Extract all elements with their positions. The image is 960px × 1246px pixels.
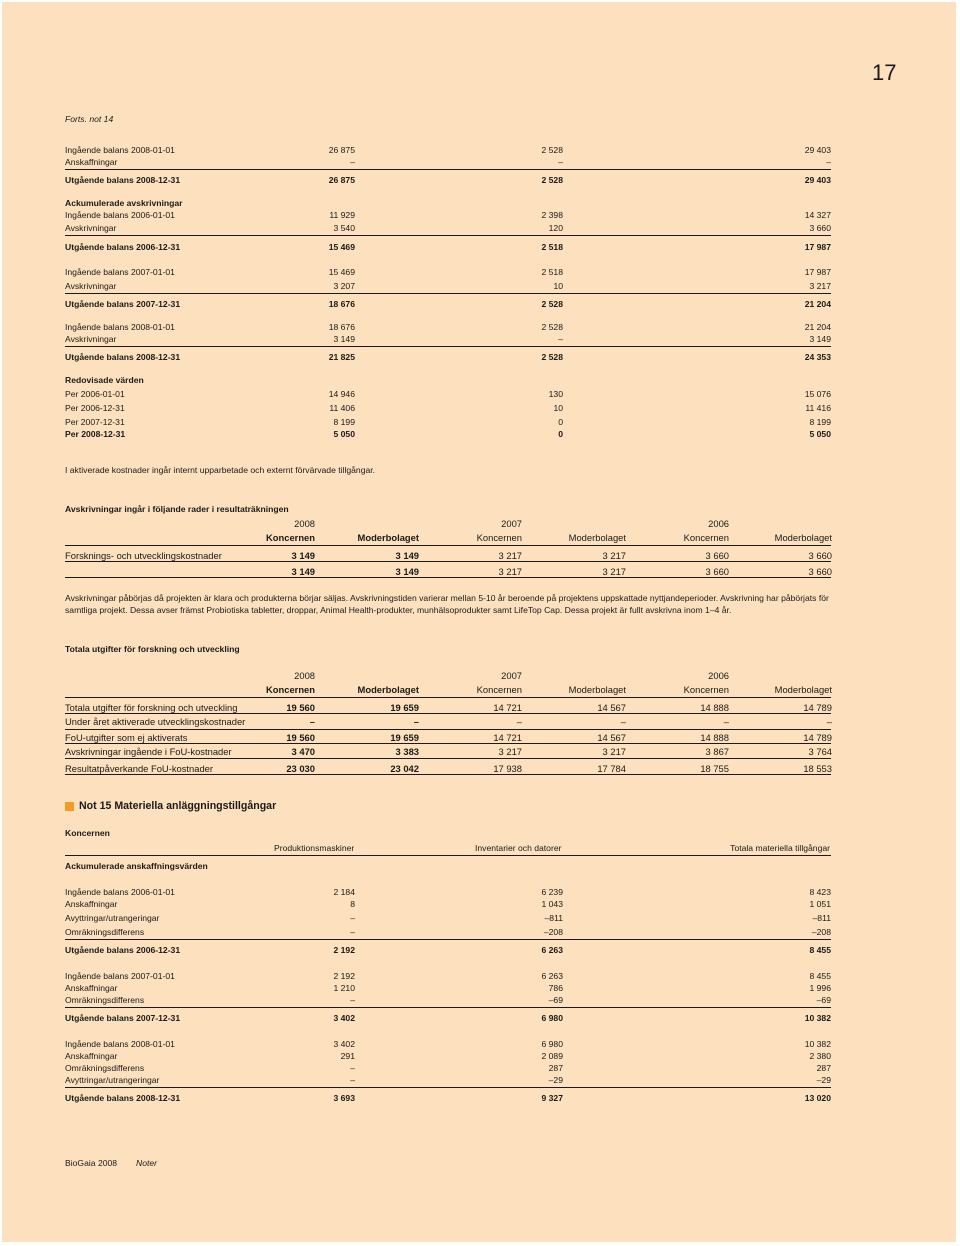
note15-header-rule <box>65 855 831 856</box>
note15-cell: –208 <box>543 927 563 937</box>
rnd-cell: 3 217 <box>498 746 522 757</box>
note14-cell: 0 <box>558 429 563 439</box>
note15-row-label: Utgående balans 2008-12-31 <box>65 1093 181 1103</box>
note15-cell: 287 <box>548 1063 563 1073</box>
note14-cell: 3 207 <box>333 281 355 291</box>
note14-cell: 2 528 <box>541 352 563 362</box>
rnd-row-label: Resultatpåverkande FoU-kostnader <box>65 763 213 774</box>
depreciation-year-0: 2008 <box>294 518 315 529</box>
depreciation-cell: 3 217 <box>498 550 522 561</box>
note14-cell: 26 875 <box>328 175 355 185</box>
note15-cell: 2 184 <box>333 887 355 897</box>
note14-row-label: Ingående balans 2008-01-01 <box>65 145 175 155</box>
note15-cell: –29 <box>548 1075 563 1085</box>
rnd-year-1: 2007 <box>501 670 522 681</box>
rnd-row-rule <box>65 758 831 759</box>
note15-cell: 10 382 <box>804 1013 831 1023</box>
note15-cell: 1 996 <box>809 983 831 993</box>
note15-cell: 1 051 <box>809 899 831 909</box>
note14-total-rule <box>65 293 831 294</box>
continued-label: Forts. not 14 <box>65 114 114 124</box>
rnd-header-rule <box>65 697 831 698</box>
note14-cell: 26 875 <box>328 145 355 155</box>
note15-row-label: Utgående balans 2006-12-31 <box>65 945 181 955</box>
rnd-cell: 14 721 <box>493 702 522 713</box>
note14-cell: 3 540 <box>333 223 355 233</box>
note14-row-label: Ingående balans 2006-01-01 <box>65 210 175 220</box>
note15-total-rule <box>65 1007 831 1008</box>
rnd-row-label: FoU-utgifter som ej aktiverats <box>65 732 188 743</box>
depreciation-cell: 3 660 <box>808 550 832 561</box>
note14-cell: 17 987 <box>804 267 831 277</box>
note15-cell: 291 <box>340 1051 355 1061</box>
note15-cell: 10 382 <box>804 1039 831 1049</box>
note15-cell: 3 402 <box>333 1013 355 1023</box>
note14-cell: 3 149 <box>333 334 355 344</box>
note15-cell: 2 089 <box>541 1051 563 1061</box>
rnd-cell: 14 888 <box>700 702 729 713</box>
note15-cell: –29 <box>816 1075 831 1085</box>
rnd-row-rule <box>65 729 831 730</box>
note15-cell: – <box>350 995 355 1005</box>
note14-row-label: Utgående balans 2008-12-31 <box>65 175 181 185</box>
rnd-cell: 19 560 <box>286 702 315 713</box>
note15-cell: 6 980 <box>541 1013 563 1023</box>
note14-row-label: Per 2008-12-31 <box>65 429 126 439</box>
rnd-cell: 3 217 <box>602 746 626 757</box>
note14-cell: 2 528 <box>541 145 563 155</box>
note15-row-label: Anskaffningar <box>65 899 118 909</box>
rnd-row-label: Avskrivningar ingående i FoU-kostnader <box>65 746 232 757</box>
note14-row-label: Avskrivningar <box>65 281 117 291</box>
note14-cell: 21 825 <box>328 352 355 362</box>
rnd-cell: 19 560 <box>286 732 315 743</box>
depreciation-cell: 3 149 <box>395 566 419 577</box>
note15-subheading: Ackumulerade anskaffningsvärden <box>65 861 208 871</box>
rnd-cell: 19 659 <box>390 702 419 713</box>
depreciation-cell: 3 660 <box>808 566 832 577</box>
note15-cell: 2 380 <box>809 1051 831 1061</box>
note15-row-label: Ingående balans 2006-01-01 <box>65 887 175 897</box>
note14-cell: 8 199 <box>333 417 355 427</box>
rnd-cell: 17 784 <box>597 763 626 774</box>
note14-cell: 10 <box>553 403 563 413</box>
note14-cell: 3 660 <box>809 223 831 233</box>
rnd-cell: – <box>723 716 729 727</box>
rnd-group-header: Moderbolaget <box>568 684 626 695</box>
note15-cell: 9 327 <box>541 1093 563 1103</box>
rnd-group-header: Koncernen <box>683 684 729 695</box>
rnd-cell: 14 888 <box>700 732 729 743</box>
note14-cell: 17 987 <box>804 242 831 252</box>
note14-cell: 5 050 <box>809 429 831 439</box>
note14-cell: 11 929 <box>329 210 355 220</box>
depreciation-cell: 3 149 <box>395 550 419 561</box>
depreciation-group-header: Moderbolaget <box>774 532 832 543</box>
rnd-cell: 17 938 <box>493 763 522 774</box>
depreciation-group-header: Koncernen <box>266 532 315 543</box>
note14-total-rule <box>65 235 831 236</box>
note14-cell: 14 327 <box>804 210 831 220</box>
depreciation-header-rule <box>65 545 831 546</box>
note14-row-label: Utgående balans 2006-12-31 <box>65 242 181 252</box>
note15-cell: –208 <box>811 927 831 937</box>
depreciation-cell: 3 149 <box>291 566 315 577</box>
note15-row-label: Avyttringar/utrangeringar <box>65 1075 160 1085</box>
note15-group: Koncernen <box>65 828 110 838</box>
note14-cell: 24 353 <box>804 352 831 362</box>
note15-cell: –811 <box>544 913 563 923</box>
note14-row-label: Avskrivningar <box>65 223 117 233</box>
note14-row-label: Anskaffningar <box>65 157 118 167</box>
note15-row-label: Ingående balans 2008-01-01 <box>65 1039 175 1049</box>
depreciation-cell: 3 660 <box>705 550 729 561</box>
rnd-cell: 19 659 <box>390 732 419 743</box>
rnd-cell: 14 721 <box>493 732 522 743</box>
note15-cell: 2 192 <box>333 945 355 955</box>
report-page <box>2 2 956 1242</box>
note14-cell: 130 <box>548 389 563 399</box>
rnd-group-header: Koncernen <box>266 684 315 695</box>
note15-cell: – <box>350 913 355 923</box>
note14-cell: 2 528 <box>541 322 563 332</box>
note14-cell: 0 <box>558 417 563 427</box>
rnd-cell: 23 030 <box>286 763 315 774</box>
note14-row-label: Redovisade värden <box>65 375 144 385</box>
note15-cell: 6 239 <box>541 887 563 897</box>
depreciation-cell: 3 217 <box>602 550 626 561</box>
note15-total-rule <box>65 1087 831 1088</box>
rnd-cell: – <box>309 716 315 727</box>
note14-row-label: Per 2007-12-31 <box>65 417 125 427</box>
note15-cell: –811 <box>812 913 831 923</box>
note14-cell: 2 528 <box>541 175 563 185</box>
rnd-row-rule <box>65 713 831 714</box>
note14-cell: 11 416 <box>805 403 831 413</box>
note14-cell: 11 406 <box>329 403 355 413</box>
note14-row-label: Ingående balans 2007-01-01 <box>65 267 175 277</box>
note15-cell: 1 210 <box>333 983 355 993</box>
note15-col-3: Totala materiella tillgångar <box>730 843 830 853</box>
rnd-cell: – <box>413 716 419 727</box>
note15-cell: 2 192 <box>333 971 355 981</box>
rnd-row-label: Totala utgifter för forskning och utveckling <box>65 702 238 713</box>
note15-cell: –69 <box>816 995 831 1005</box>
note15-row-label: Utgående balans 2007-12-31 <box>65 1013 181 1023</box>
note14-cell: 3 149 <box>809 334 831 344</box>
note15-total-rule <box>65 939 831 940</box>
note14-cell: – <box>558 334 563 344</box>
depreciation-row-label: Forsknings- och utvecklingskostnader <box>65 550 222 561</box>
rnd-cell: 18 755 <box>700 763 729 774</box>
note15-cell: 8 423 <box>809 887 831 897</box>
note14-cell: – <box>558 157 563 167</box>
note15-cell: – <box>350 1063 355 1073</box>
note15-bullet-icon <box>65 802 74 811</box>
note14-row-label: Avskrivningar <box>65 334 117 344</box>
note15-cell: 786 <box>548 983 563 993</box>
rnd-cell: 18 553 <box>803 763 832 774</box>
depreciation-row-rule <box>65 577 831 578</box>
depreciation-cell: 3 217 <box>498 566 522 577</box>
note14-cell: 18 676 <box>328 299 355 309</box>
note14-row-label: Utgående balans 2008-12-31 <box>65 352 181 362</box>
rnd-cell: – <box>620 716 626 727</box>
depreciation-cell: 3 149 <box>291 550 315 561</box>
rnd-cell: 3 383 <box>395 746 419 757</box>
depreciation-group-header: Moderbolaget <box>357 532 419 543</box>
rnd-heading: Totala utgifter för forskning och utveckling <box>65 644 240 654</box>
note15-row-label: Avyttringar/utrangeringar <box>65 913 160 923</box>
depreciation-cell: 3 217 <box>602 566 626 577</box>
note14-cell: 2 398 <box>541 210 563 220</box>
rnd-group-header: Moderbolaget <box>357 684 419 695</box>
rnd-cell: 23 042 <box>390 763 419 774</box>
note15-cell: 8 <box>350 899 355 909</box>
note14-cell: 15 469 <box>328 242 355 252</box>
note14-footnote: I aktiverade kostnader ingår internt upparbetade och externt förvärvade tillgångar. <box>65 465 376 475</box>
note14-cell: 15 469 <box>328 267 355 277</box>
note15-cell: 3 402 <box>333 1039 355 1049</box>
rnd-cell: 14 789 <box>803 732 832 743</box>
note14-cell: 21 204 <box>804 322 831 332</box>
note14-row-label: Per 2006-01-01 <box>65 389 125 399</box>
note14-cell: 10 <box>553 281 563 291</box>
note15-cell: –69 <box>548 995 563 1005</box>
note14-cell: – <box>350 157 355 167</box>
footer-company: BioGaia 2008 <box>65 1158 118 1168</box>
note15-cell: 3 693 <box>333 1093 355 1103</box>
footer-section: Noter <box>136 1158 158 1168</box>
note14-total-rule <box>65 169 831 170</box>
rnd-cell: – <box>826 716 832 727</box>
note15-row-label: Ingående balans 2007-01-01 <box>65 971 175 981</box>
note14-row-label: Ingående balans 2008-01-01 <box>65 322 175 332</box>
rnd-year-2: 2006 <box>708 670 729 681</box>
depreciation-heading: Avskrivningar ingår i följande rader i resultaträkningen <box>65 504 289 514</box>
note15-cell: – <box>350 927 355 937</box>
note15-row-label: Omräkningsdifferens <box>65 1063 145 1073</box>
note15-col-2: Inventarier och datorer <box>475 843 562 853</box>
note14-cell: 29 403 <box>804 175 831 185</box>
note15-cell: 6 263 <box>541 945 563 955</box>
note14-cell: 8 199 <box>809 417 831 427</box>
note14-cell: 2 518 <box>541 242 563 252</box>
depreciation-year-1: 2007 <box>501 518 522 529</box>
note14-cell: 5 050 <box>333 429 355 439</box>
page-number: 17 <box>872 60 897 85</box>
rnd-year-0: 2008 <box>294 670 315 681</box>
note14-cell: 29 403 <box>804 145 831 155</box>
note14-cell: – <box>826 157 831 167</box>
note14-cell: 2 518 <box>541 267 563 277</box>
note15-row-label: Anskaffningar <box>65 1051 118 1061</box>
note14-cell: 120 <box>548 223 563 233</box>
rnd-row-label: Under året aktiverade utvecklingskostnader <box>65 716 246 727</box>
note15-row-label: Omräkningsdifferens <box>65 927 145 937</box>
rnd-cell: 14 789 <box>803 702 832 713</box>
depreciation-group-header: Koncernen <box>476 532 522 543</box>
rnd-cell: 3 470 <box>291 746 315 757</box>
rnd-cell: 3 764 <box>808 746 832 757</box>
depreciation-year-2: 2006 <box>708 518 729 529</box>
note15-cell: – <box>350 1075 355 1085</box>
rnd-group-header: Moderbolaget <box>774 684 832 695</box>
depreciation-group-header: Moderbolaget <box>568 532 626 543</box>
note14-row-label: Ackumulerade avskrivningar <box>65 198 183 208</box>
note15-row-label: Omräkningsdifferens <box>65 995 145 1005</box>
rnd-row-rule <box>65 743 831 744</box>
depreciation-text-line1: Avskrivningar påbörjas då projekten är klara och produkterna börjar säljas. Avskrivningstiden varierar mellan 5-10 år beroende på projektens uppskattade nyttjandeperioder. Avskrivning har påbörjats för <box>65 593 829 603</box>
note15-cell: 6 980 <box>541 1039 563 1049</box>
note15-cell: 8 455 <box>809 971 831 981</box>
depreciation-row-rule <box>65 561 831 562</box>
note15-col-1: Produktionsmaskiner <box>274 843 355 853</box>
rnd-cell: – <box>516 716 522 727</box>
depreciation-cell: 3 660 <box>705 566 729 577</box>
rnd-cell: 3 867 <box>705 746 729 757</box>
rnd-group-header: Koncernen <box>476 684 522 695</box>
note14-total-rule <box>65 346 831 347</box>
note14-cell: 21 204 <box>804 299 831 309</box>
note15-cell: 6 263 <box>541 971 563 981</box>
note14-row-label: Per 2006-12-31 <box>65 403 125 413</box>
rnd-cell: 14 567 <box>597 732 626 743</box>
note15-title: Not 15 Materiella anläggningstillgångar <box>79 800 277 812</box>
note15-cell: 13 020 <box>804 1093 831 1103</box>
note15-cell: 1 043 <box>541 899 563 909</box>
note14-cell: 2 528 <box>541 299 563 309</box>
note15-cell: 8 455 <box>809 945 831 955</box>
note14-cell: 14 946 <box>328 389 355 399</box>
depreciation-text-line2: samtliga projekt. Dessa avser främst Probiotiska tabletter, droppar, Animal Health-produkter, munhälsoprodukter samt LifeTop Cap. Dessa projekt är fullt avskrivna inom 1–4 år. <box>65 605 732 615</box>
note14-cell: 18 676 <box>328 322 355 332</box>
rnd-row-rule <box>65 774 831 775</box>
note14-cell: 15 076 <box>804 389 831 399</box>
depreciation-group-header: Koncernen <box>683 532 729 543</box>
rnd-cell: 14 567 <box>597 702 626 713</box>
note14-cell: 3 217 <box>809 281 831 291</box>
note15-row-label: Anskaffningar <box>65 983 118 993</box>
note15-cell: 287 <box>816 1063 831 1073</box>
note14-row-label: Utgående balans 2007-12-31 <box>65 299 181 309</box>
